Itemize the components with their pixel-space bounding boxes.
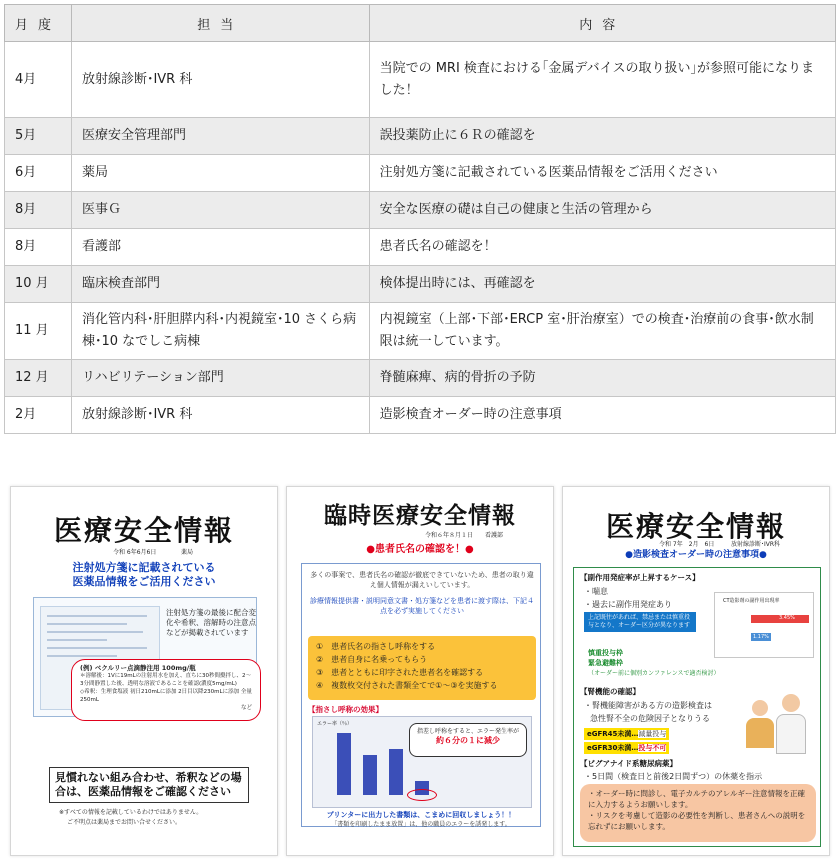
egfr45-text: eGFR45未満… [587,730,639,738]
egfr30-label [584,742,669,754]
cell-month: 11 月 [5,303,72,360]
flyer-dept: 薬局 [181,549,194,556]
cell-content: 内視鏡室（上部･下部･ERCP 室･肝治療室）での検査･治療前の食事･飲水制限は統一しています。 [369,303,835,360]
flyer-subtitle-1: 注射処方箋に記載されている [72,561,216,574]
cautious-dose-frame: 慎重投与枠 [588,649,623,657]
cell-dept: 放射線診断･IVR 科 [71,42,369,118]
flyer-body [573,567,821,847]
header-month: 月度 [5,5,72,42]
flyer-footer-1: ※すべての情報を記載しているわけではありません。 [59,809,203,816]
example-title: (例) ベクルリー点滴静注用 100mg/瓶 [80,664,196,672]
egfr45-action: 減量投与 [638,730,667,738]
flyer-bottom [302,810,540,830]
flyer-subtitle: ●患者氏名の確認を！● [366,544,474,555]
order-reminder [580,784,816,842]
bottom-line-1: プリンターに出力した書類は、こまめに回収しましょう！！ [326,811,516,819]
example-line-2: ◇希釈：生理食塩液 初日210mLに添加 2日目以降230mLに添加 全量250mL [80,689,252,703]
kidney-heading: 【腎機能の確認】 [580,687,640,696]
cell-month: 8月 [5,192,72,229]
table-row [5,397,836,434]
effect-label: 【指さし呼称の効果】 [308,705,383,714]
flyer-date: 令和６年８月１日 [425,532,474,539]
intro-text-2: 診療情報提供書・説明同意文書・処方箋などを患者に渡す際は、下記４点を必ず実施してください [310,597,534,615]
example-callout [71,659,261,721]
reminder-1: ・オーダー時に問診し、電子カルテのアレルギー注意情報を正確に入力するようお願いします。 [588,789,806,809]
flyer-title: 医療安全情報 [53,514,234,547]
ct-pct-2: 1.17% [753,634,769,640]
kidney-line-2: 急性腎不全の危険因子となりうる [590,714,710,723]
example-more: など [240,705,252,711]
ct-chart-title: CT造影剤の副作用出現率 [723,598,780,604]
cell-dept: 医事Ｇ [71,192,369,229]
cell-dept: 看護部 [71,229,369,266]
cell-dept: リハビリテーション部門 [71,360,369,397]
cell-content: 注射処方箋に記載されている医薬品情報をご活用ください [369,155,835,192]
cell-month: 12 月 [5,360,72,397]
flyer-subtitle: ●造影検査オーダー時の注意事項● [625,550,767,560]
table-row [5,118,836,155]
biguanide-heading: 【ビグアナイド系糖尿病薬】 [580,759,677,768]
biguanide-line: ・5日間（検査日と前後2日間ずつ）の休薬を指示 [584,772,763,781]
cell-month: 6月 [5,155,72,192]
table-row [5,303,836,360]
case-heading: 【副作用発症率が上昇するケース】 [580,573,700,582]
emergency-frame: 緊急避難枠 [588,659,623,667]
cell-content: 造影検査オーダー時の注意事項 [369,397,835,434]
header-content: 内容 [369,5,835,42]
cell-month: 8月 [5,229,72,266]
flyer-footer-2: ご不明点は薬局までお問い合せください。 [67,819,182,826]
cell-month: 2月 [5,397,72,434]
table-row [5,266,836,303]
flyer-body [301,563,541,827]
egfr30-text: eGFR30未満… [587,744,639,752]
flyer-title: 医療安全情報 [605,510,786,543]
doctor-patient-illustration [742,688,812,766]
table-header-row [5,5,836,42]
flyer-intro [308,570,536,616]
effect-chart [312,716,532,808]
egfr30-action: 投与不可 [638,744,667,752]
table-row [5,155,836,192]
cell-month: 4月 [5,42,72,118]
chart-y-label: エラー率（％） [317,721,353,727]
cell-content: 患者氏名の確認を！ [369,229,835,266]
cell-dept: 放射線診断･IVR 科 [71,397,369,434]
cell-dept: 臨床検査部門 [71,266,369,303]
ct-side-effect-chart [714,592,814,658]
cell-dept: 薬局 [71,155,369,192]
prescription-note: 注射処方箋の最後に配合変化や希釈、溶解時の注意点などが掲載されています [166,608,256,637]
check-item: ③ 患者とともに印字された患者名を確認する [316,668,484,677]
nursing-safety-flyer [286,486,554,856]
conference-note: （オーダー前に個別カンファレンスで適否検討） [588,670,720,677]
check-item: ② 患者自身に名乗ってもらう [316,655,428,664]
table-row [5,192,836,229]
cell-content: 当院での MRI 検査における｢金属デバイスの取り扱い｣が参照可能になりました！ [369,42,835,118]
reminder-2: ・リスクを考慮して造影の必要性を判断し、患者さんへの説明を忘れずにお願いします。 [588,811,806,831]
intro-text: 多くの事案で、患者氏名の確認が徹底できていないため、患者の取り違え個人情報が漏えいしています。 [310,571,534,589]
cell-dept: 消化管内科･肝胆膵内科･内視鏡室･10 さくら病棟･10 なでしこ病棟 [71,303,369,360]
cell-month: 5月 [5,118,72,155]
case-asthma: ・喘息 [584,587,608,596]
flyer-key-message: 見慣れない組み合わせ、希釈などの場合は、医薬品情報をご確認ください [49,767,249,803]
kidney-line-1: ・腎機能障害がある方の造影検査は [584,701,712,710]
radiology-safety-flyer [562,486,830,856]
contraindication-note: 上記既往があれば、禁忌または慎重投与となり、オーダー区分が異なります [584,612,696,632]
example-line-1: ＊溶解後：1Vに19mLの注射用水を加え、直ちに30秒間攪拌し、2〜3分間静置した後、透明な溶液であることを確認(濃度5mg/mL) [80,673,252,687]
cell-content: 脊髄麻痺、病的骨折の予防 [369,360,835,397]
header-dept: 担当 [71,5,369,42]
ct-pct-1: 3.45% [779,615,795,621]
egfr45-label [584,728,669,740]
check-list [308,636,536,700]
cell-content: 誤投薬防止に６Ｒの確認を [369,118,835,155]
callout-line-1: 指差し呼称をすると、エラー発生率が [416,728,519,735]
flyer-title: 臨時医療安全情報 [324,502,516,529]
effect-callout [409,723,527,757]
table-row [5,229,836,266]
cell-content: 安全な医療の礎は自己の健康と生活の管理から [369,192,835,229]
check-item: ① 患者氏名の指さし呼称をする [316,642,436,651]
cell-month: 10 月 [5,266,72,303]
table-row [5,42,836,118]
flyer-subtitle-2: 医薬品情報をご活用ください [72,575,216,588]
callout-line-2: 約６分の１に減少 [436,736,500,745]
flyer-dept: 放射線診断･IVR科 [731,541,781,548]
flyer-dept: 看護部 [485,532,504,539]
cell-dept: 医療安全管理部門 [71,118,369,155]
check-item: ④ 複数枚交付された書類全てで①〜③を実施する [316,681,498,690]
table-row [5,360,836,397]
flyer-date: 令和 7年 2月 6日 [659,541,715,548]
flyer-date: 令和 6年6月6日 [113,549,157,556]
case-history: ・過去に副作用発症あり [584,600,672,609]
pharmacy-safety-flyer [10,486,278,856]
cell-content: 検体提出時には、再確認を [369,266,835,303]
monthly-safety-table [4,4,836,434]
bottom-line-2: 「書類を印刷したまま放置」は、他の職員のエラーを誘発します。 [331,821,511,828]
